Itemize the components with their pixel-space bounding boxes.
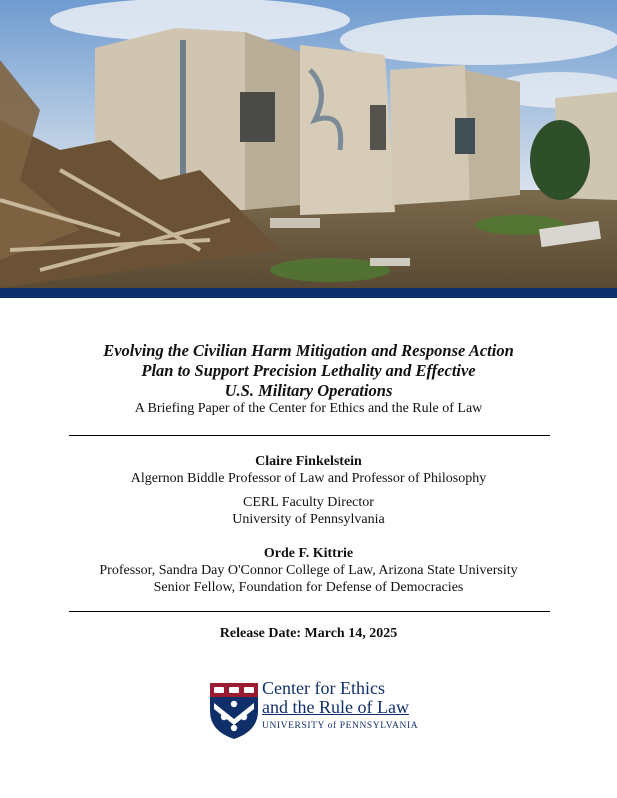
- author-name: Orde F. Kittrie: [263, 546, 354, 561]
- title-line-3: U.S. Military Operations: [224, 381, 393, 400]
- author-fellowship: Senior Fellow, Foundation for Defense of Democracies: [153, 580, 464, 595]
- logo-line-2: and the Rule of Law: [262, 697, 409, 717]
- title-line-1: Evolving the Civilian Harm Mitigation and Response Action: [103, 341, 514, 360]
- release-date: Release Date: March 14, 2025: [219, 626, 398, 641]
- cover-photo: [0, 0, 617, 288]
- header-divider-bar: [0, 288, 617, 298]
- document-subtitle: A Briefing Paper of the Center for Ethics and the Rule of Law: [134, 401, 483, 416]
- document-title: [60, 341, 557, 401]
- divider-rule-bottom: [69, 611, 550, 612]
- author-title: Professor, Sandra Day O'Connor College of Law, Arizona State University: [99, 563, 518, 578]
- author-block-2: [40, 545, 577, 596]
- logo-university: UNIVERSITY of PENNSYLVANIA: [262, 721, 419, 731]
- author-block-1: [40, 453, 577, 487]
- divider-rule-top: [69, 435, 550, 436]
- cerl-logo-wordmark: [262, 679, 422, 732]
- author-title: Algernon Biddle Professor of Law and Professor of Philosophy: [130, 471, 487, 486]
- logo-line-1: Center for Ethics: [262, 678, 385, 698]
- title-line-2: Plan to Support Precision Lethality and Effective: [141, 361, 476, 380]
- author-institution: University of Pennsylvania: [232, 512, 385, 527]
- author-affiliation-block-1: [40, 494, 577, 528]
- author-name: Claire Finkelstein: [255, 454, 362, 469]
- author-role: CERL Faculty Director: [243, 495, 374, 510]
